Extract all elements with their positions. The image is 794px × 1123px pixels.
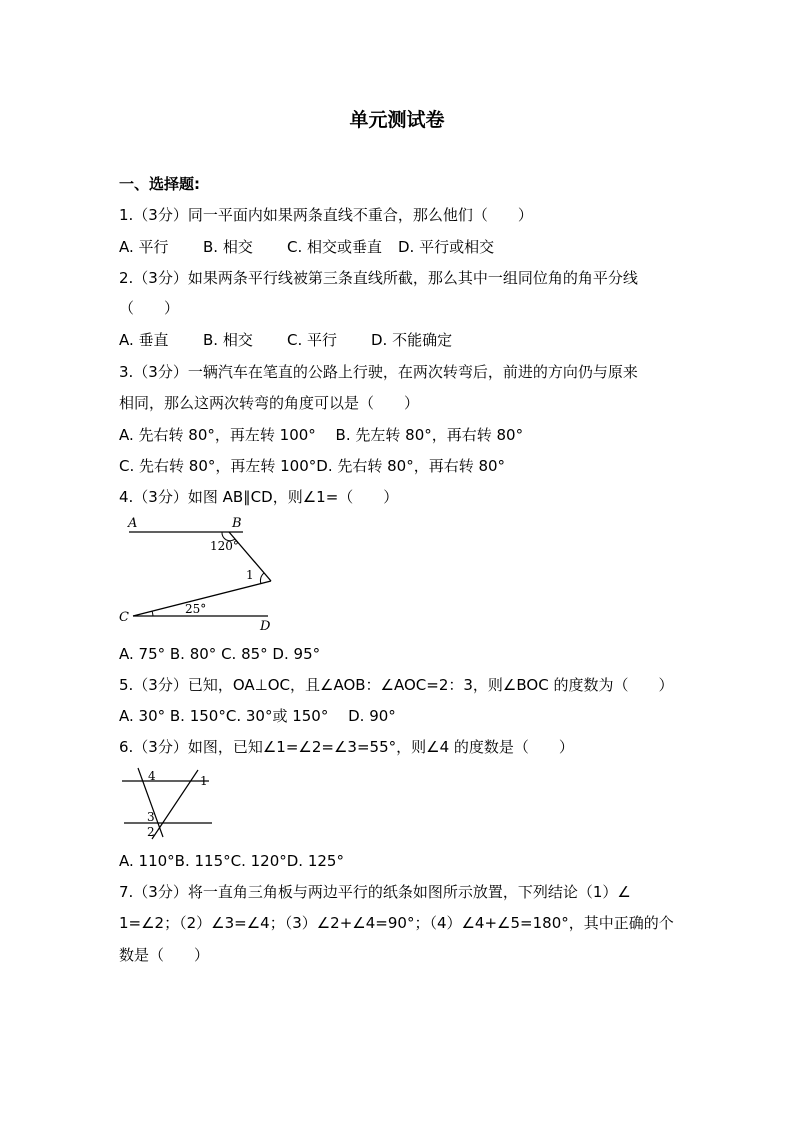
label-angle-2: 2: [147, 825, 155, 839]
question-6-figure: [118, 764, 218, 842]
q1-option-d: D. 平行或相交: [398, 238, 495, 256]
angle-c-arc: [152, 611, 153, 616]
question-6-stem: 6.（3分）如图，已知∠1=∠2=∠3=55°，则∠4 的度数是（ ）: [119, 738, 574, 756]
q1-option-c: C. 相交或垂直: [287, 238, 383, 256]
question-4-stem: 4.（3分）如图 AB∥CD，则∠1=（ ）: [119, 488, 399, 506]
q2-option-d: D. 不能确定: [371, 331, 453, 349]
question-3-stem-line2: 相同，那么这两次转弯的角度可以是（ ）: [119, 394, 420, 412]
question-5-options: A. 30° B. 150°C. 30°或 150° D. 90°: [119, 707, 396, 725]
question-2-stem-line2: （ ）: [119, 299, 180, 317]
question-1-stem: 1.（3分）同一平面内如果两条直线不重合，那么他们（ ）: [119, 206, 533, 224]
question-4-figure: [115, 512, 280, 634]
label-angle-4: 4: [148, 769, 156, 783]
question-5-stem: 5.（3分）已知，OA⊥OC，且∠AOB：∠AOC=2：3，则∠BOC 的度数为（ ）: [119, 676, 674, 694]
question-4-options: A. 75° B. 80° C. 85° D. 95°: [119, 645, 321, 663]
question-3-stem-line1: 3.（3分）一辆汽车在笔直的公路上行驶，在两次转弯后，前进的方向仍与原来: [119, 363, 638, 381]
label-angle-1: 1: [246, 568, 254, 582]
question-3-options-line2: C. 先右转 80°，再左转 100°D. 先右转 80°，再右转 80°: [119, 457, 506, 475]
label-a: A: [128, 516, 138, 531]
q1-option-b: B. 相交: [203, 238, 253, 256]
label-angle-b: 120°: [210, 539, 239, 553]
question-2-options: [119, 330, 452, 350]
q2-option-b: B. 相交: [203, 331, 253, 349]
label-d: D: [260, 619, 271, 634]
section-heading: 一、选择题:: [119, 175, 200, 193]
label-angle-1: 1: [200, 774, 208, 788]
q1-option-a: A. 平行: [119, 238, 169, 256]
transversal-right: [152, 770, 198, 839]
question-1-options: [119, 237, 494, 257]
label-b: B: [232, 516, 242, 531]
question-6-options: A. 110°B. 115°C. 120°D. 125°: [119, 852, 344, 870]
q2-option-a: A. 垂直: [119, 331, 169, 349]
page-title: 单元测试卷: [349, 109, 445, 131]
label-angle-c: 25°: [185, 602, 207, 616]
question-7-stem-line1: 7.（3分）将一直角三角板与两边平行的纸条如图所示放置，下列结论（1）∠: [119, 883, 631, 901]
question-7-stem-line3: 数是（ ）: [119, 946, 210, 964]
question-7-stem-line2: 1=∠2；（2）∠3=∠4；（3）∠2+∠4=90°；（4）∠4+∠5=180°，其中正确的个: [119, 914, 674, 932]
question-2-stem-line1: 2.（3分）如果两条平行线被第三条直线所截，那么其中一组同位角的角平分线: [119, 269, 638, 287]
label-angle-3: 3: [147, 810, 155, 824]
q2-option-c: C. 平行: [287, 331, 338, 349]
label-c: C: [119, 610, 129, 625]
question-3-options-line1: A. 先右转 80°，再左转 100° B. 先左转 80°，再右转 80°: [119, 426, 524, 444]
